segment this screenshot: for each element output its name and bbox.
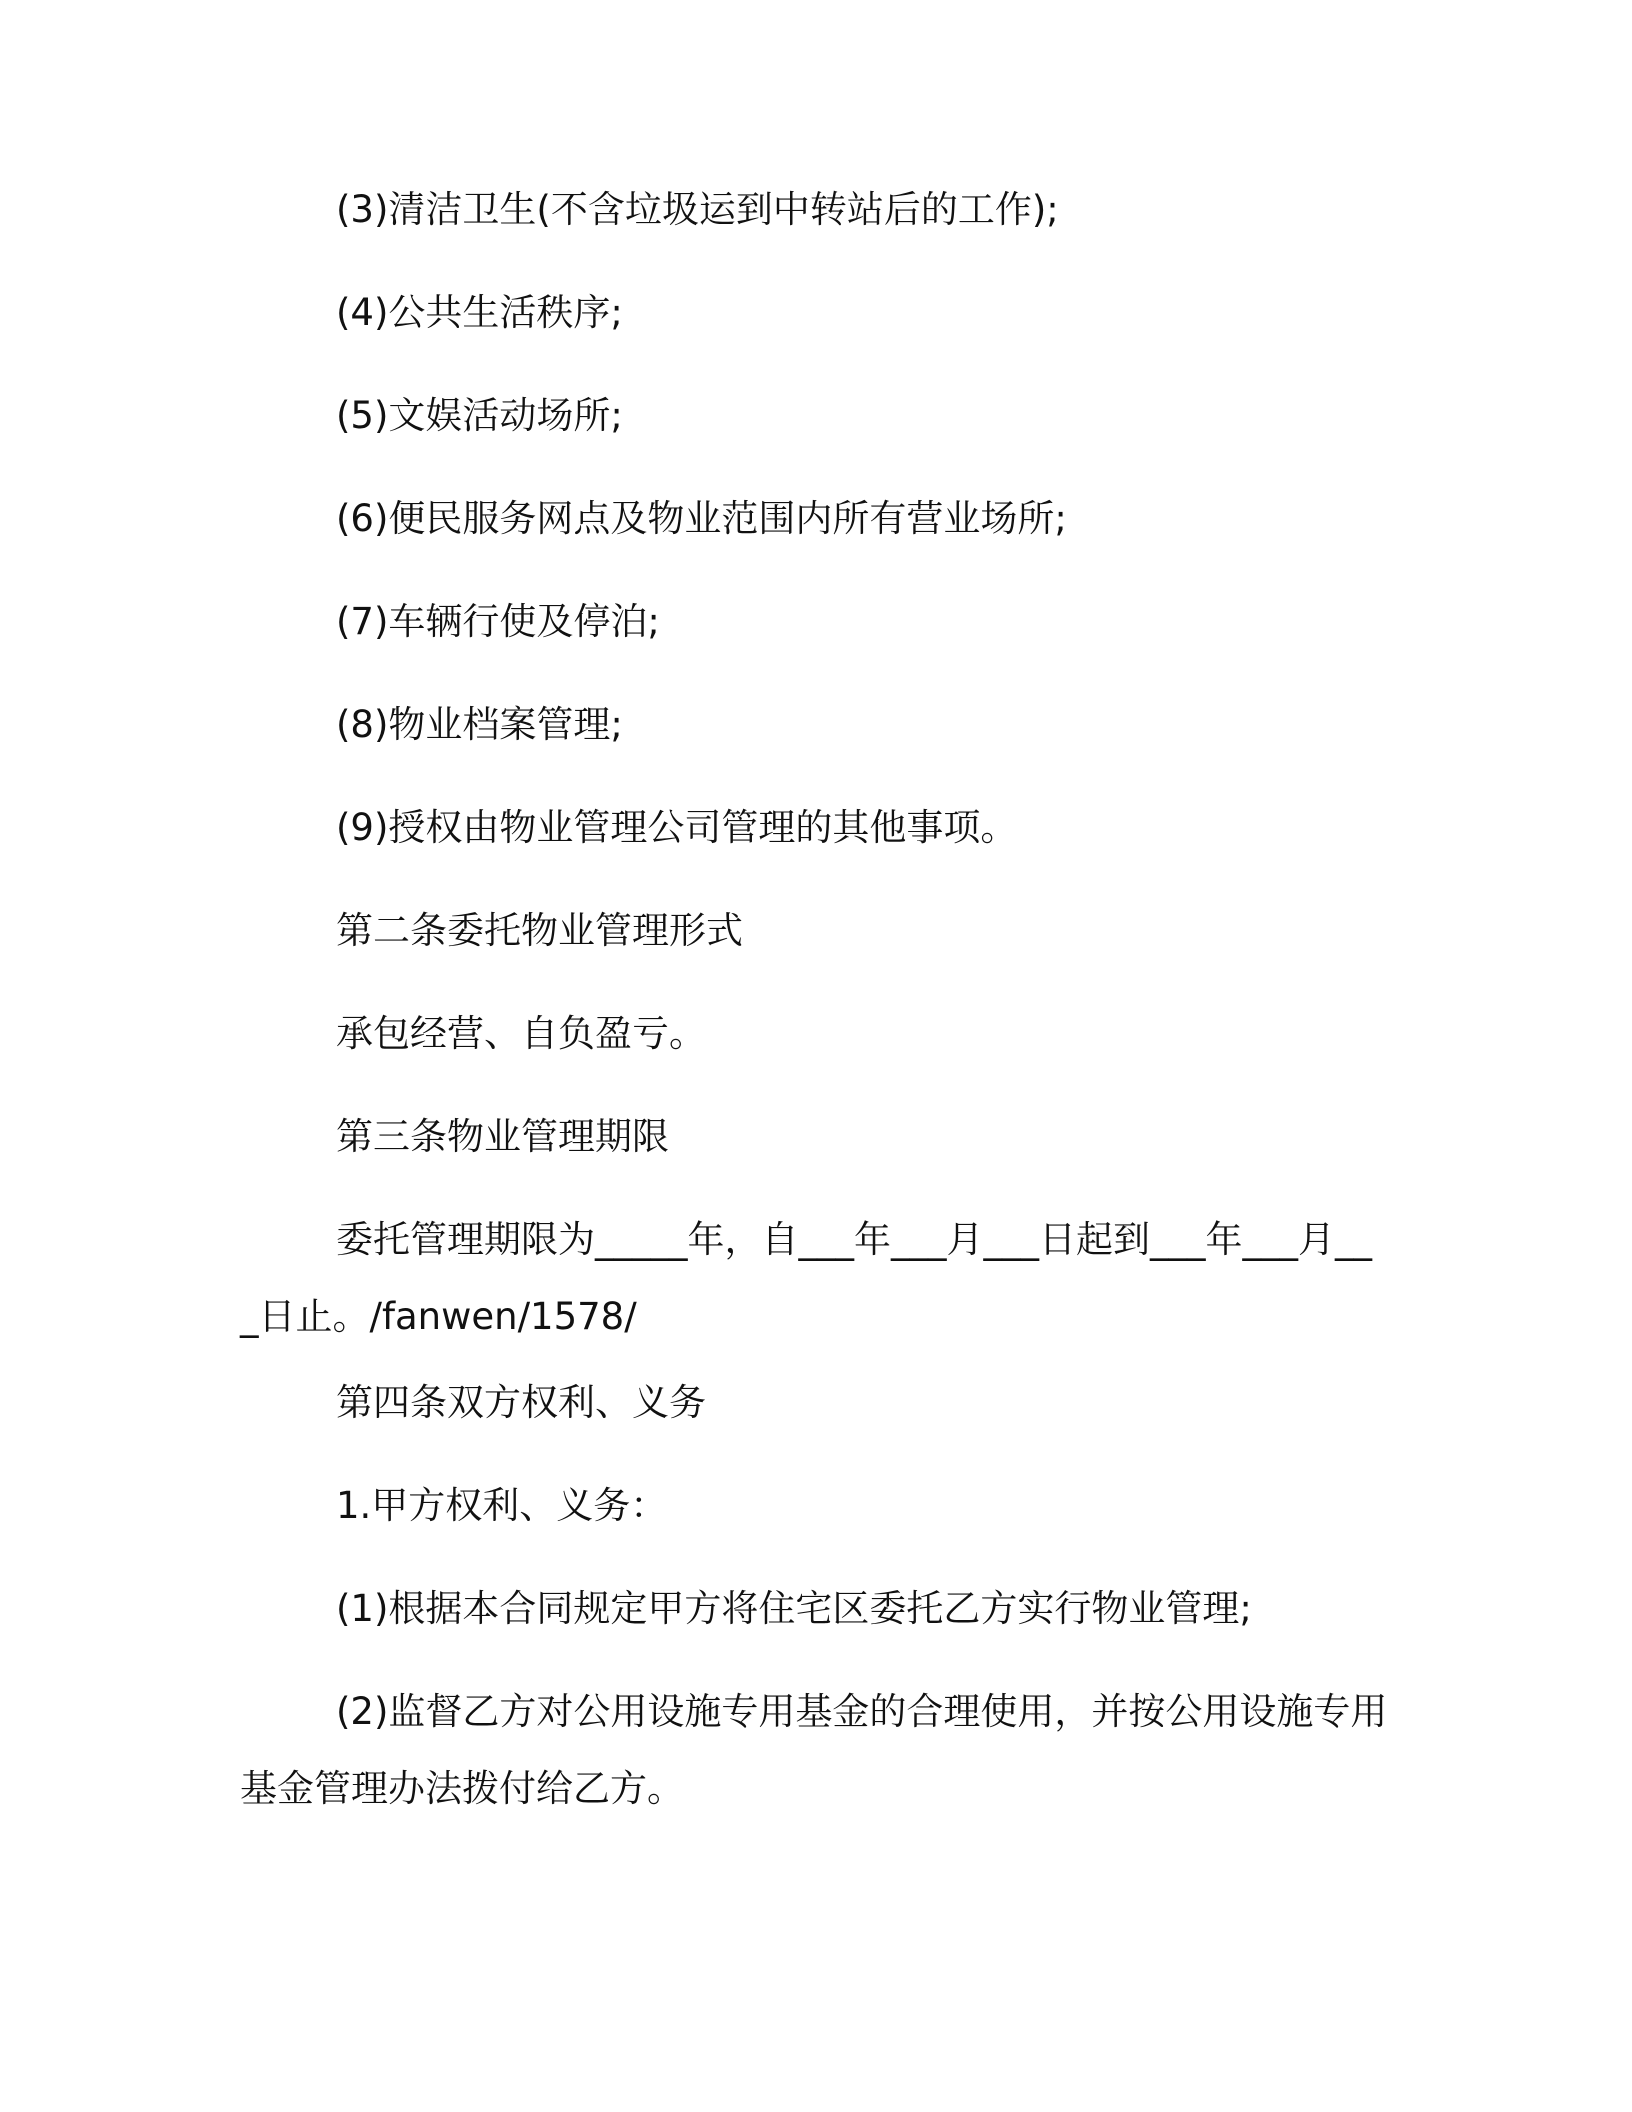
party-a-heading: 1.甲方权利、义务：: [336, 1484, 668, 1527]
list-item-recreation: (5)文娱活动场所;: [336, 394, 623, 437]
list-item-cleaning: (3)清洁卫生(不含垃圾运到中转站后的工作);: [336, 188, 1059, 231]
list-item-archives: (8)物业档案管理;: [336, 703, 623, 746]
party-a-item-1: (1)根据本合同规定甲方将住宅区委托乙方实行物业管理;: [336, 1587, 1252, 1630]
article-4-heading: 第四条双方权利、义务: [336, 1381, 706, 1424]
article-3-term-text: 委托管理期限为_____年，自___年___月___日起到___年___月___日止。/fanwen/1578/: [240, 1218, 1372, 1338]
list-item-vehicles: (7)车辆行使及停泊;: [336, 600, 660, 643]
list-item-other-matters: (9)授权由物业管理公司管理的其他事项。: [336, 806, 1018, 849]
article-2-text: 承包经营、自负盈亏。: [336, 1012, 706, 1055]
party-a-item-2: (2)监督乙方对公用设施专用基金的合理使用，并按公用设施专用基金管理办法拨付给乙方。: [240, 1690, 1388, 1810]
article-3-heading: 第三条物业管理期限: [336, 1115, 669, 1158]
document-body: [240, 188, 1390, 1853]
list-item-service-outlets: (6)便民服务网点及物业范围内所有营业场所;: [336, 497, 1067, 540]
article-2-heading: 第二条委托物业管理形式: [336, 909, 743, 952]
list-item-public-order: (4)公共生活秩序;: [336, 291, 623, 334]
